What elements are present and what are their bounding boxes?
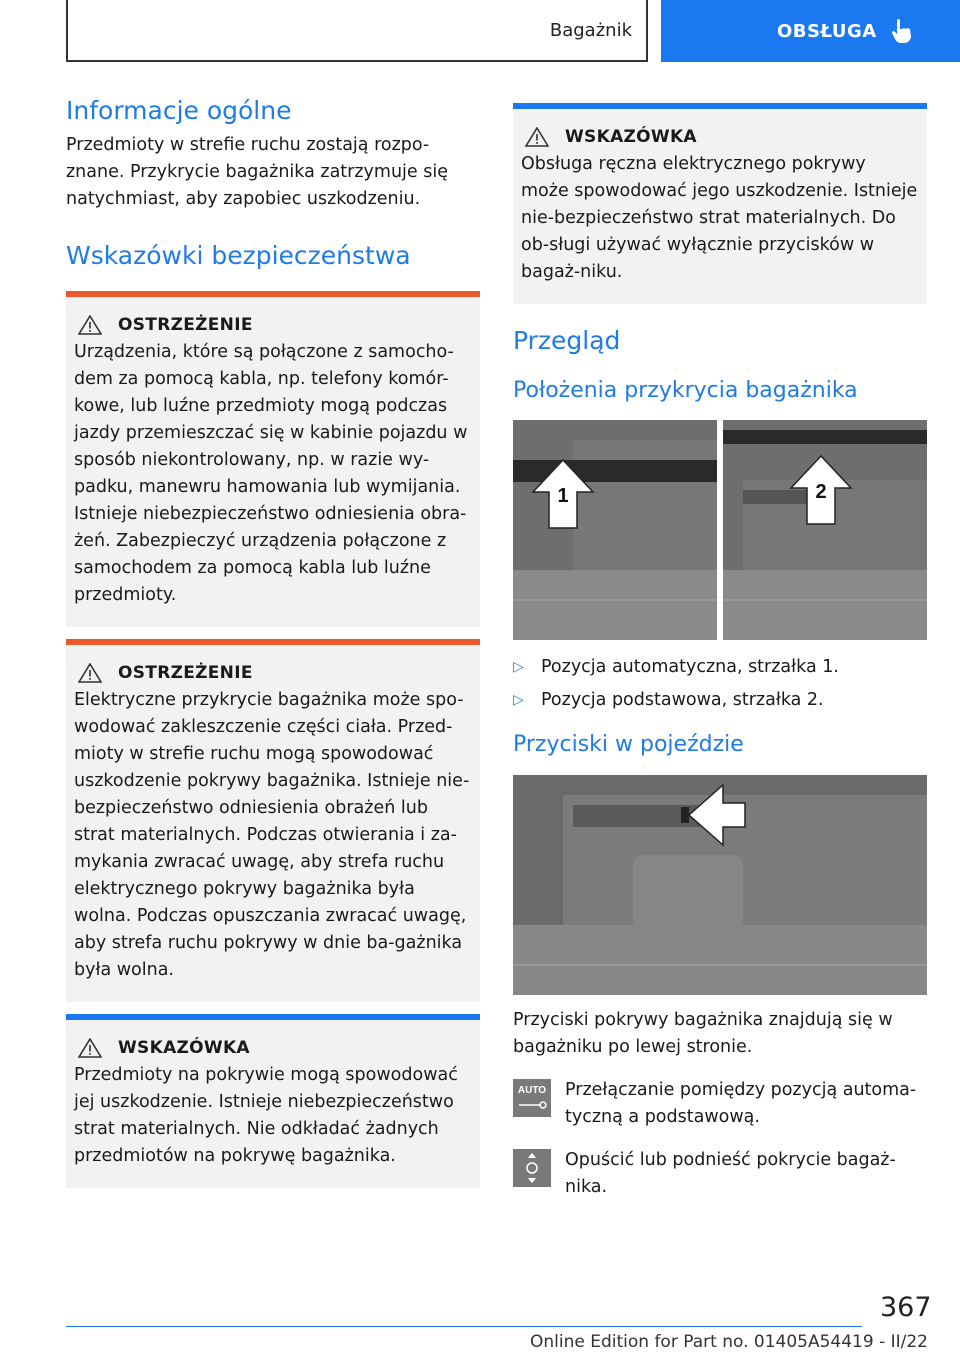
triangle-bullet-icon: ▷ [513,659,524,676]
arrow-label-2: 2 [815,481,827,504]
section-tab [661,0,960,62]
note-text-2: Obsługa ręczna elektrycznego pokrywy może spowodować jego uszkodzenie. Istnieje nie-bezpieczeństwo strat materialnych. Do ob-sługi używać wyłącznie przycisków w bagaż-niku. [521,154,918,282]
general-heading: Informacje ogólne [66,96,292,125]
buttons-text: Przyciski pokrywy bagażnika znajdują się w bagażniku po lewej stronie. [513,1009,893,1057]
warning-text-1: Urządzenia, które są połączone z samocho-dem za pomocą kabla, np. telefony komór-kowe, lub luźne przedmioty mogą podczas jazdy przemieszczać się w kabinie pojazdu w sposób niekontrolowany, np. w razie wy-padku, manewru hamowania lub wymijania. Istnieje niebezpieczeństwo odniesienia obra-żeń. Zabezpieczyć urządzenia połączone z samochodem za pomocą kabla lub luźne przedmioty. [74,342,468,605]
trunk-illustration [513,420,717,640]
button-description-auto [513,1077,927,1131]
overview-heading: Przegląd [513,326,621,355]
trunk-illustration [723,420,927,640]
button2-text: Opuścić lub podnieść pokrycie bagaż-nika. [565,1149,896,1197]
right-column [513,103,927,1201]
positions-list [513,654,927,714]
positions-heading: Położenia przykrycia bagażnika [513,378,858,403]
warning-triangle-icon [78,315,102,335]
section-title: OBSŁUGA [777,20,877,42]
note-text-1: Przedmioty na pokrywie mogą spowodować jej uszkodzenie. Istnieje niebezpieczeństwo strat materialnych. Nie odkładać żadnych przedmiotów na pokrywę bagażnika. [74,1065,458,1166]
list-item: ▷ Pozycja automatyczna, strzałka 1. [513,654,927,681]
note-box-2 [513,103,927,304]
general-text: Przedmioty w strefie ruchu zostają rozpo-znane. Przykrycie bagażnika zatrzymuje się natychmiast, aby zapobiec uszkodzeniu. [66,135,448,209]
chapter-title: Bagażnik [549,19,632,41]
buttons-heading: Przyciski w pojeździe [513,732,744,758]
warning-title-2: OSTRZEŻENIE [74,663,472,683]
trunk-photo-position-1 [513,420,717,640]
arrow-label-1: 1 [557,485,569,508]
button-description-updown [513,1147,927,1201]
chapter-tab [66,0,648,62]
note-box-1 [66,1014,480,1188]
left-column [66,96,480,1188]
auto-toggle-icon [513,1079,551,1117]
warning-title-1: OSTRZEŻENIE [74,315,472,335]
page-number: 367 [880,1292,932,1323]
warning-box-1 [66,291,480,627]
warning-triangle-icon [78,663,102,683]
hand-pointer-icon [891,18,913,44]
triangle-bullet-icon: ▷ [513,692,524,709]
note-title-2: WSKAZÓWKA [521,127,919,147]
note-title-1: WSKAZÓWKA [74,1038,472,1058]
trunk-buttons-illustration [513,775,927,995]
footer-edition: Online Edition for Part no. 01405A54419 - II/22 [529,1332,928,1352]
warning-box-2 [66,639,480,1002]
svg-text:AUTO: AUTO [517,1084,547,1096]
trunk-photo-position-2 [723,420,927,640]
safety-heading: Wskazówki bezpieczeństwa [66,241,411,270]
button1-text: Przełączanie pomiędzy pozycją automa-tyczną a podstawową. [565,1079,917,1127]
list-item: ▷ Pozycja podstawowa, strzałka 2. [513,687,927,714]
warning-triangle-icon [525,127,549,147]
raise-lower-icon [513,1149,551,1187]
trunk-buttons-photo [513,775,927,995]
footer-divider [66,1326,862,1327]
warning-text-2: Elektryczne przykrycie bagażnika może spo-wodować zakleszczenie części ciała. Przed-mioty w strefie ruchu mogą spowodować uszkodzenie pokrywy bagażnika. Istnieje nie-bezpieczeństwo odniesienia obrażeń lub strat materialnych. Podczas otwierania i za-mykania zwracać uwagę, aby strefa ruchu elektrycznego pokrywy bagażnika była wolna. Podczas opuszczania zwracać uwagę, aby strefa ruchu pokrywy w dnie ba-gażnika była wolna. [74,690,470,980]
positions-photos [513,420,927,640]
warning-triangle-icon [78,1038,102,1058]
